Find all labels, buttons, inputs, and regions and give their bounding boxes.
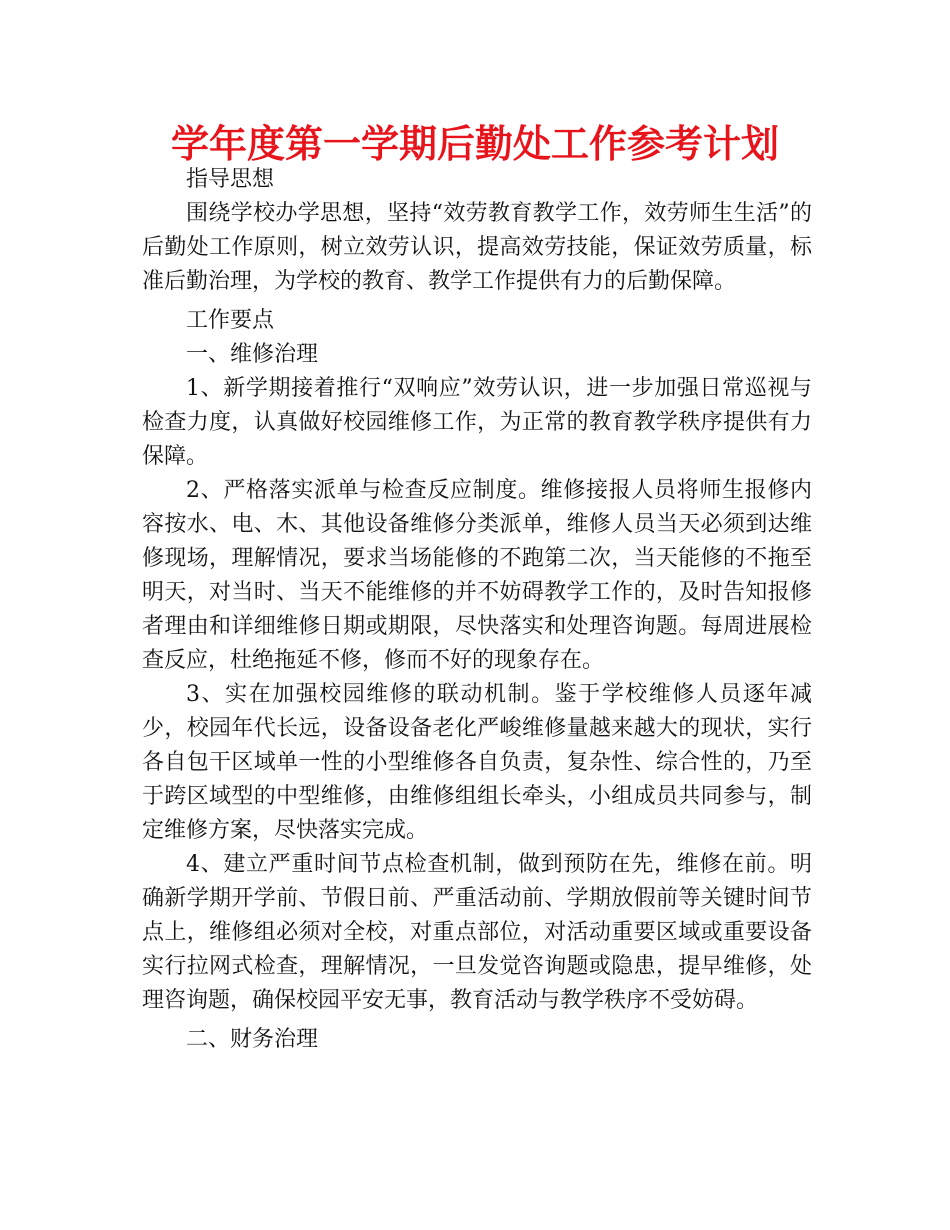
paragraph-guiding-thought: 围绕学校办学思想，坚持“效劳教育教学工作，效劳师生生活”的后勤处工作原则，树立效劳认识，提高效劳技能，保证效劳质量，标准后勤治理，为学校的教育、教学工作提供有力的后勤保障。 <box>142 201 812 294</box>
paragraph-item-1: 1、新学期接着推行“双响应”效劳认识，进一步加强日常巡视与检查力度，认真做好校园维修工作，为正常的教育教学秩序提供有力保障。 <box>142 376 812 469</box>
subsection-heading-maintenance: 一、维修治理 <box>186 342 319 367</box>
paragraph-item-2: 2、严格落实派单与检查反应制度。维修接报人员将师生报修内容按水、电、木、其他设备维修分类派单，维修人员当天必须到达维修现场，理解情况，要求当场能修的不跑第二次，当天能修的不拖至明天，对当时、当天不能维修的并不妨碍教学工作的，及时告知报修者理由和详细维修日期或期限，尽快落实和处理咨询题。每周进展检查反应，杜绝拖延不修，修而不好的现象存在。 <box>142 478 812 673</box>
section-heading-work-points: 工作要点 <box>186 308 275 333</box>
section-heading-guiding-thought: 指导思想 <box>186 167 275 192</box>
subsection-heading-finance: 二、财务治理 <box>186 1027 319 1052</box>
document-body <box>142 163 812 1057</box>
document-title: 学年度第一学期后勤处工作参考计划 <box>170 122 779 166</box>
paragraph-item-3: 3、实在加强校园维修的联动机制。鉴于学校维修人员逐年减少，校园年代长远，设备设备老化严峻维修量越来越大的现状，实行各自包干区域单一性的小型维修各自负责，复杂性、综合性的，乃至于跨区域型的中型维修，由维修组组长牵头，小组成员共同参与，制定维修方案，尽快落实完成。 <box>142 682 812 843</box>
paragraph-item-4: 4、建立严重时间节点检查机制，做到预防在先，维修在前。明确新学期开学前、节假日前、严重活动前、学期放假前等关键时间节点上，维修组必须对全校，对重点部位，对活动重要区域或重要设备实行拉网式检查，理解情况，一旦发觉咨询题或隐患，提早维修，处理咨询题，确保校园平安无事，教育活动与教学秩序不受妨碍。 <box>142 852 812 1013</box>
